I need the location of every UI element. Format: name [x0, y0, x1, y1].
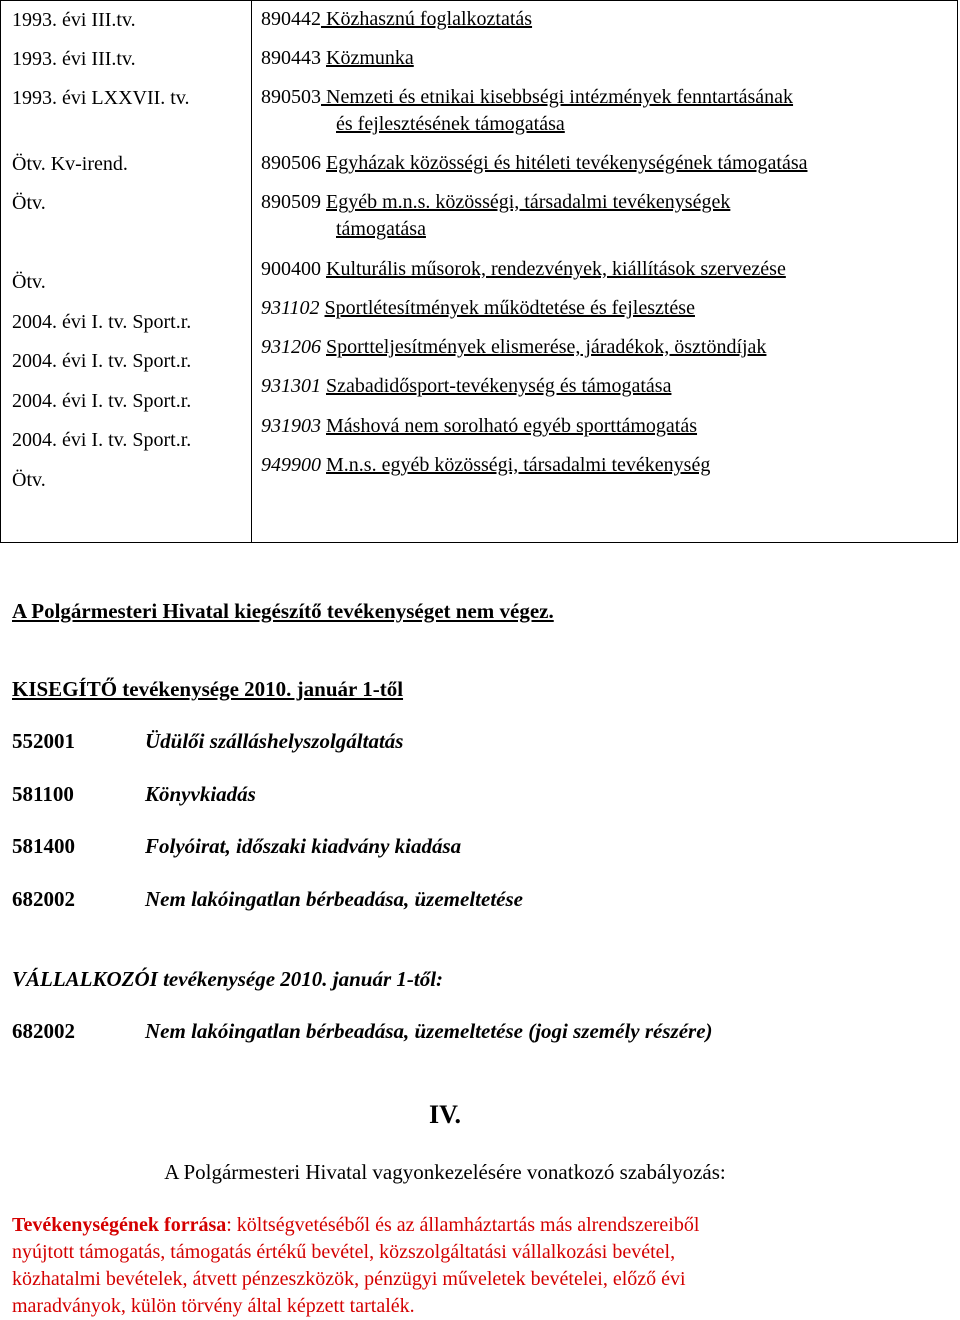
no-supplementary-statement: A Polgármesteri Hivatal kiegészítő tevékenységet nem végez.	[12, 599, 554, 623]
business-text: Nem lakóingatlan bérbeadása, üzemeltetése (jogi személy részére)	[145, 1019, 713, 1043]
auxiliary-text: Könyvkiadás	[145, 782, 256, 806]
activity-code: 890443	[261, 47, 321, 69]
section-number: IV.	[428, 1100, 462, 1129]
activity-row	[261, 334, 766, 360]
activity-code: 931102	[261, 297, 320, 319]
activity-text: Szabadidősport-tevékenység és támogatása	[326, 375, 672, 397]
auxiliary-heading: KISEGÍTŐ tevékenysége 2010. január 1-től	[12, 677, 404, 701]
funding-source-paragraph	[12, 1212, 699, 1320]
auxiliary-code: 581100	[12, 782, 74, 806]
activity-row	[261, 373, 671, 399]
activity-row	[261, 413, 697, 439]
law-ref: 2004. évi I. tv. Sport.r.	[12, 429, 192, 451]
auxiliary-text: Nem lakóingatlan bérbeadása, üzemeltetése	[145, 887, 523, 911]
activity-text: Közhasznú foglalkoztatás	[321, 8, 533, 30]
auxiliary-row	[12, 887, 523, 912]
activity-code: 931301	[261, 375, 321, 397]
activity-code: 890442	[261, 8, 321, 30]
section-title: A Polgármesteri Hivatal vagyonkezelésére vonatkozó szabályozás:	[164, 1160, 726, 1184]
activity-text: Közmunka	[326, 47, 414, 69]
auxiliary-text: Folyóirat, időszaki kiadvány kiadása	[145, 834, 462, 858]
activity-code: 890503	[261, 86, 321, 108]
activity-row	[261, 150, 807, 176]
activity-text: Sportteljesítmények elismerése, járadékok, ösztöndíjak	[326, 336, 767, 358]
activity-row	[261, 452, 710, 478]
funding-line: közhatalmi bevételek, átvett pénzeszközök, pénzügyi műveletek bevételei, előző évi	[12, 1268, 686, 1290]
law-ref: 2004. évi I. tv. Sport.r.	[12, 311, 192, 333]
funding-source-lead: Tevékenységének forrása	[12, 1214, 227, 1236]
funding-line: nyújtott támogatás, támogatás értékű bevétel, közszolgáltatási vállalkozási bevétel,	[12, 1241, 676, 1263]
law-ref: Ötv.	[12, 192, 46, 214]
auxiliary-row	[12, 834, 461, 859]
activity-row	[261, 189, 730, 215]
funding-line: : költségvetéséből és az államháztartás más alrendszereiből	[226, 1214, 700, 1236]
activity-code: 890509	[261, 191, 321, 213]
activity-code: 949900	[261, 454, 321, 476]
business-code: 682002	[12, 1019, 75, 1043]
activity-row	[261, 256, 786, 282]
business-heading: VÁLLALKOZÓI tevékenysége 2010. január 1-től:	[12, 967, 444, 991]
auxiliary-row	[12, 729, 403, 754]
law-ref: 1993. évi III.tv.	[12, 9, 136, 31]
activity-text-continued: és fejlesztésének támogatása	[336, 113, 565, 135]
table-column-divider	[251, 1, 252, 542]
law-ref: Ötv.	[12, 271, 46, 293]
auxiliary-row	[12, 782, 256, 807]
activity-text-continued: támogatása	[336, 218, 426, 240]
activity-text: Egyéb m.n.s. közösségi, társadalmi tevékenységek	[326, 191, 731, 213]
activity-code: 931903	[261, 415, 321, 437]
activity-text: Sportlétesítmények működtetése és fejlesztése	[324, 297, 695, 319]
activity-row	[261, 45, 414, 71]
activity-code: 900400	[261, 258, 321, 280]
auxiliary-code: 682002	[12, 887, 75, 911]
law-ref: Ötv.	[12, 469, 46, 491]
activity-row	[261, 295, 695, 321]
law-ref: 2004. évi I. tv. Sport.r.	[12, 390, 192, 412]
auxiliary-code: 581400	[12, 834, 75, 858]
activity-row	[261, 6, 532, 32]
law-ref: 2004. évi I. tv. Sport.r.	[12, 350, 192, 372]
auxiliary-text: Üdülői szálláshelyszolgáltatás	[145, 729, 404, 753]
auxiliary-code: 552001	[12, 729, 75, 753]
activity-text: M.n.s. egyéb közösségi, társadalmi tevékenység	[326, 454, 711, 476]
activity-row	[261, 84, 793, 110]
activity-text: Egyházak közösségi és hitéleti tevékenységének támogatása	[326, 152, 808, 174]
law-ref: 1993. évi LXXVII. tv.	[12, 87, 190, 109]
law-ref: Ötv. Kv-irend.	[12, 153, 128, 175]
activity-text: Nemzeti és etnikai kisebbségi intézmények fenntartásának	[321, 86, 794, 108]
activity-text: Máshová nem sorolható egyéb sporttámogatás	[326, 415, 698, 437]
law-ref: 1993. évi III.tv.	[12, 48, 136, 70]
activity-code: 890506	[261, 152, 321, 174]
funding-line: maradványok, külön törvény által képzett tartalék.	[12, 1295, 415, 1317]
activity-code: 931206	[261, 336, 321, 358]
activity-text: Kulturális műsorok, rendezvények, kiállítások szervezése	[326, 258, 786, 280]
business-row	[12, 1019, 713, 1044]
